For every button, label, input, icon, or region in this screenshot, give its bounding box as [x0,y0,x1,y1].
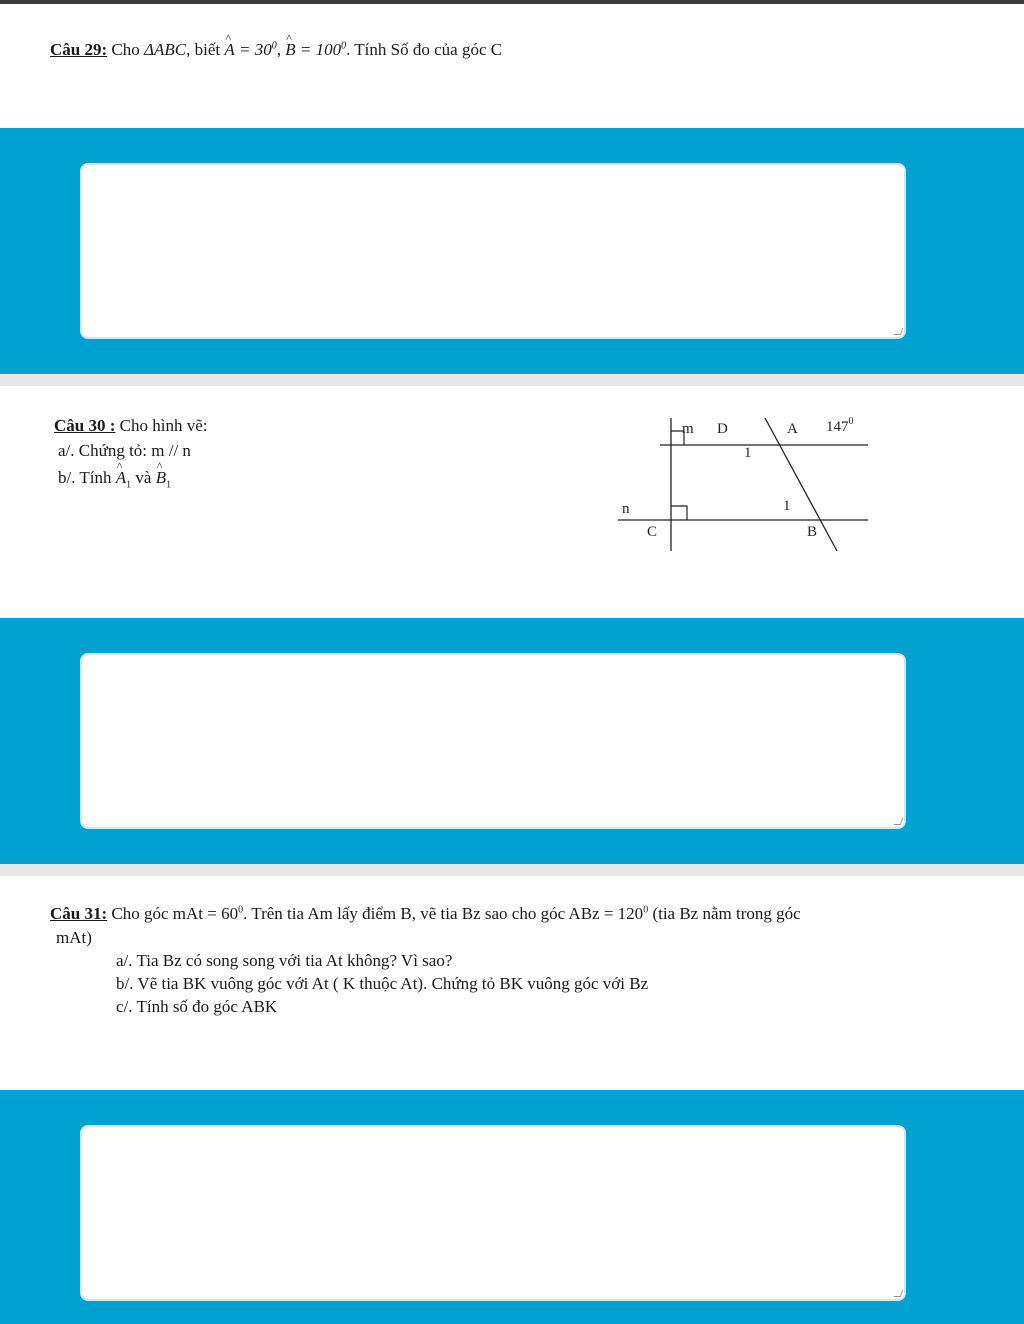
q31-line1: Cho góc mAt = 60 [107,904,239,923]
label-n: n [622,501,630,517]
separator [0,864,1024,876]
question-31-part-b: b/. Vẽ tia BK vuông góc với At ( K thuộc At). Chứng tỏ BK vuông góc với Bz [116,974,649,993]
label-a: A [787,421,798,437]
question-31-line-1 [50,904,801,924]
q30-sub-a1: 1 [126,479,132,491]
label-angle-1-bottom: 1 [783,498,791,514]
label-angle-1-top: 1 [744,445,752,461]
q29-comma: , [276,40,286,59]
q29-eq-a: = 30 [234,40,272,59]
separator [0,374,1024,386]
q29-angle-a: ^ A [224,40,234,60]
question-29-text [50,40,502,60]
question-30-heading [54,416,208,436]
q31-deg-60: 0 [238,904,244,916]
question-31-label: Câu 31: [50,904,108,923]
question-31-part-c: c/. Tính số đo góc ABK [116,997,278,1016]
answer-band-29 [0,128,1024,374]
label-c: C [647,524,658,540]
resize-handle[interactable] [894,818,904,825]
q29-text-after: . Tính Số đo của góc C [346,40,503,59]
q30-angle-a1: ^ A [116,468,126,488]
q31-line1b: . Trên tia Am lấy điểm B, vẽ tia Bz sao cho góc ABz = 120 [243,904,644,923]
label-angle-value [826,416,854,435]
q29-deg-b: 0 [341,40,347,52]
angle-147-deg: 0 [848,416,854,427]
q29-eq-b: = 100 [295,40,342,59]
answer-input-31[interactable] [80,1125,906,1301]
question-30-part-a: a/. Chứng tỏ: m // n [58,441,191,460]
q29-angle-b: ^ B [285,40,295,60]
question-29-panel [0,4,1024,128]
answer-input-30[interactable] [80,653,906,829]
q29-text-before: Cho [107,40,144,59]
q30-angle-b1: ^ B [156,468,166,488]
q30-intro: Cho hình vẽ: [115,416,208,435]
label-d: D [717,421,728,437]
geometry-figure [600,406,880,576]
answer-band-31 [0,1090,1024,1324]
q29-text-mid: , biết [186,40,225,59]
question-30-part-b [58,468,171,490]
label-m: m [682,421,694,437]
answer-input-29[interactable] [80,163,906,339]
q29-deg-a: 0 [271,40,277,52]
q31-line1c: (tia Bz nằm trong góc [648,904,801,923]
angle-147-value: 147 [826,419,849,435]
question-31-panel [0,876,1024,1090]
resize-handle[interactable] [894,1290,904,1297]
q29-triangle: ΔABC [144,40,187,59]
question-30-label: Câu 30 : [54,416,116,435]
label-b: B [807,524,818,540]
q30-and: và [131,468,156,487]
question-31-part-a: a/. Tia Bz có song song với tia At không? Vì sao? [116,951,453,970]
resize-handle[interactable] [894,328,904,335]
right-angle-mark-c [671,506,687,520]
question-31-line-2: mAt) [56,928,92,947]
question-29-label: Câu 29: [50,40,108,59]
q30-sub-b1: 1 [166,479,172,491]
q31-deg-120: 0 [643,904,649,916]
answer-band-30 [0,618,1024,864]
question-30-panel [0,386,1024,618]
transversal-ab [765,418,837,551]
q30-part-b-prefix: b/. Tính [58,468,116,487]
